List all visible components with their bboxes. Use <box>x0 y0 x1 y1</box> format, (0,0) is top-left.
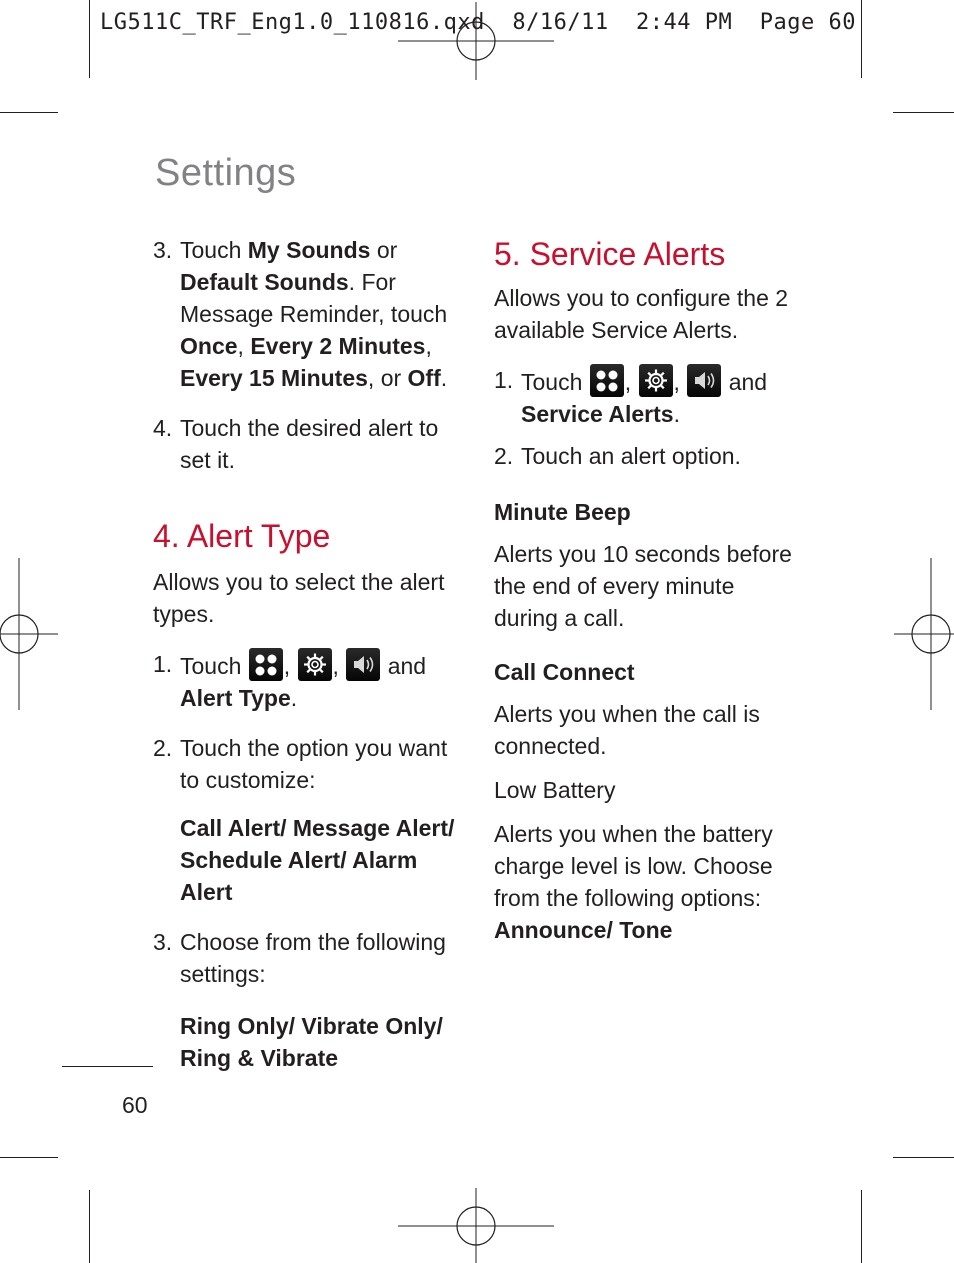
ring-options: Ring Only/ Vibrate Only/ Ring & Vibrate <box>180 1013 443 1071</box>
crop-mark <box>89 1190 90 1263</box>
service-alerts-step-1: 1. Touch , , and Service Alerts. <box>494 364 804 430</box>
menu-grid-icon <box>590 364 624 397</box>
menu-grid-icon <box>249 648 283 681</box>
low-battery-title: Low Battery <box>494 777 616 803</box>
page-number: 60 <box>122 1092 148 1118</box>
alert-type-step-2: 2. Touch the option you want to customize: <box>153 735 448 793</box>
section-title: Settings <box>155 152 297 194</box>
crop-mark <box>893 1157 954 1158</box>
speaker-volume-icon <box>346 648 380 681</box>
service-alerts-step-2: 2. Touch an alert option. <box>494 443 741 469</box>
left-column <box>153 234 465 1074</box>
step-3-text: Touch My Sounds or Default Sounds. For Message Reminder, touch Once, Every 2 Minutes, Every 15 Minutes, or Off. <box>180 237 448 391</box>
step-3-sounds: 3. Touch My Sounds or Default Sounds. For Message Reminder, touch Once, Every 2 Minutes, Every 15 Minutes, or Off. <box>153 234 465 394</box>
alert-type-description: Allows you to select the alert types. <box>153 569 445 627</box>
registration-mark-top <box>398 0 554 80</box>
alert-type-heading: 4. Alert Type <box>153 518 331 554</box>
call-connect-title: Call Connect <box>494 659 635 685</box>
alert-type-step-3: 3. Choose from the following settings: <box>153 929 446 987</box>
registration-mark-right <box>894 558 954 710</box>
speaker-volume-icon <box>687 364 721 397</box>
alert-type-step-1: 1. Touch , , and Alert Type. <box>153 648 465 714</box>
crop-mark <box>89 0 90 78</box>
right-column <box>494 234 804 946</box>
service-alerts-description: Allows you to configure the 2 available Service Alerts. <box>494 285 789 343</box>
settings-gear-icon <box>639 364 673 397</box>
crop-mark <box>0 112 58 113</box>
footer-rule <box>62 1066 153 1067</box>
low-battery-text: Alerts you when the battery charge level is low. Choose from the following options: <box>494 821 773 911</box>
registration-mark-bottom <box>398 1188 554 1263</box>
crop-mark <box>0 1157 58 1158</box>
low-battery-options: Announce/ Tone <box>494 917 673 943</box>
step-4-text: Touch the desired alert to set it. <box>180 415 439 473</box>
settings-gear-icon <box>298 648 332 681</box>
crop-mark <box>861 0 862 78</box>
crop-mark <box>893 112 954 113</box>
call-connect-text: Alerts you when the call is connected. <box>494 701 760 759</box>
service-alerts-heading: 5. Service Alerts <box>494 236 726 272</box>
step-4-set-alert: 4. Touch the desired alert to set it. <box>153 412 465 476</box>
alert-type-options: Call Alert/ Message Alert/ Schedule Alert/ Alarm Alert <box>180 815 455 905</box>
registration-mark-left <box>0 558 60 710</box>
print-slug: LG511C_TRF_Eng1.0_110816.qxd 8/16/11 2:44 PM Page 60 <box>100 10 856 35</box>
minute-beep-text: Alerts you 10 seconds before the end of every minute during a call. <box>494 541 792 631</box>
crop-mark <box>861 1190 862 1263</box>
minute-beep-title: Minute Beep <box>494 499 631 525</box>
